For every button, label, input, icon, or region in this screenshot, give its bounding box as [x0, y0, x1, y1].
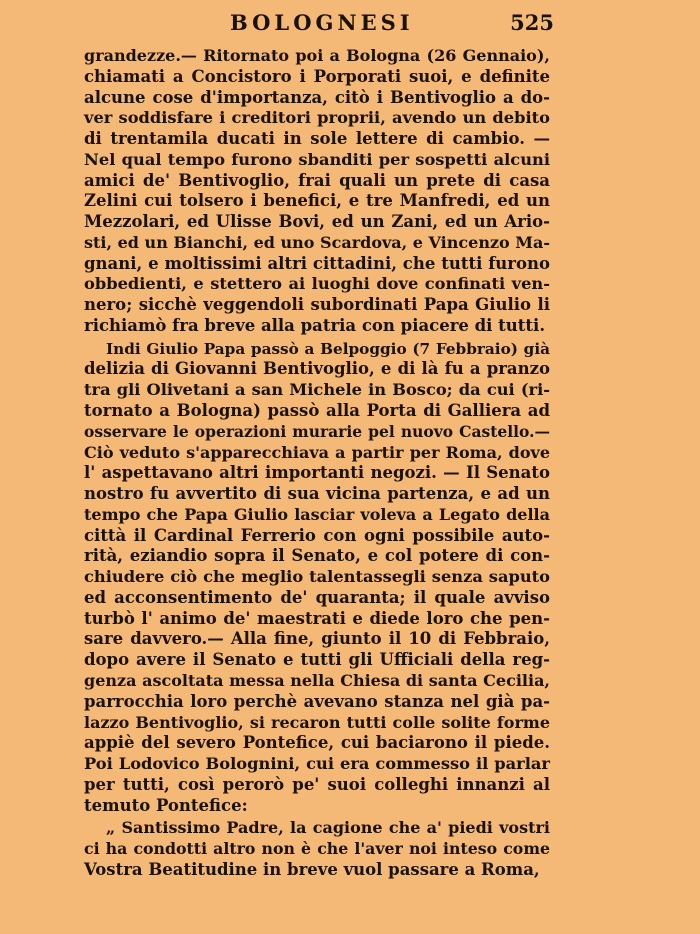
text-line: Poi Lodovico Bolognini, cui era commesso il parlar — [84, 754, 550, 774]
text-line: obbedienti, e stettero ai luoghi dove confinati ven- — [84, 274, 550, 294]
text-line: alcune cose d'importanza, citò i Bentivoglio a do- — [84, 87, 550, 107]
text-line: dopo avere il Senato e tutti gli Ufficiali della reg- — [84, 650, 550, 670]
text-line: di trentamila ducati in sole lettere di cambio. — — [84, 129, 550, 149]
text-line: Indi Giulio Papa passò a Belpoggio (7 Febbraio) già — [106, 339, 550, 358]
text-line: ci ha condotti altro non è che l'aver noi inteso come — [84, 839, 550, 859]
text-line: turbò l' animo de' maestrati e diede loro che pen- — [84, 608, 550, 628]
text-line: richiamò fra breve alla patria con piacere di tutti. — [84, 315, 546, 335]
text-line: Nel qual tempo furono sbanditi per sospetti alcuni — [84, 149, 550, 169]
text-line: tempo che Papa Giulio lasciar voleva a Legato della — [84, 504, 550, 524]
text-line: temuto Pontefice: — [84, 795, 248, 815]
text-line: „ Santissimo Padre, la cagione che a' piedi vostri — [106, 818, 550, 838]
text-line: sare davvero.— Alla fine, giunto il 10 di Febbraio, — [84, 629, 550, 649]
text-line: tra gli Olivetani a san Michele in Bosco; da cui (ri- — [84, 380, 550, 400]
text-line: Ciò veduto s'apparecchiava a partir per Roma, dove — [84, 442, 550, 462]
text-line: appiè del severo Pontefice, cui baciarono il piede. — [84, 733, 550, 753]
text-line: amici de' Bentivoglio, frai quali un prete di casa — [84, 170, 550, 190]
text-line: l' aspettavano altri importanti negozi. — Il Senato — [84, 463, 550, 483]
text-line: chiudere ciò che meglio talentassegli senza saputo — [84, 567, 550, 587]
text-line: parrocchia loro perchè avevano stanza nel già pa- — [84, 691, 550, 711]
text-line: città il Cardinal Ferrerio con ogni possibile auto- — [84, 525, 550, 545]
text-line: Mezzolari, ed Ulisse Bovi, ed un Zani, ed un Ario- — [84, 212, 550, 232]
paragraph — [84, 46, 550, 337]
body-text — [84, 46, 550, 881]
text-line: rità, eziandio sopra il Senato, e col potere di con- — [84, 546, 550, 566]
text-line: chiamati a Concistoro i Porporati suoi, e definite — [84, 66, 550, 86]
text-line: Vostra Beatitudine in breve vuol passare a Roma, — [84, 859, 540, 879]
text-line: osservare le operazioni murarie pel nuovo Castello.— — [84, 421, 550, 441]
page-number: 525 — [510, 10, 554, 35]
paragraph — [84, 818, 550, 880]
text-line: lazzo Bentivoglio, si recaron tutti colle solite forme — [84, 712, 550, 732]
text-line: Zelini cui tolsero i benefici, e tre Manfredi, ed un — [84, 191, 550, 211]
text-line: grandezze.— Ritornato poi a Bologna (26 Gennaio), — [84, 46, 550, 65]
text-line: tornato a Bologna) passò alla Porta di Galliera ad — [84, 401, 550, 421]
page-header — [84, 10, 554, 40]
text-line: nostro fu avvertito di sua vicina partenza, e ad un — [84, 484, 550, 504]
text-line: ver soddisfare i creditori proprii, avendo un debito — [84, 108, 550, 128]
text-line: per tutti, così perorò pe' suoi colleghi innanzi al — [84, 774, 550, 794]
text-line: genza ascoltata messa nella Chiesa di santa Cecilia, — [84, 670, 550, 690]
text-line: gnani, e moltissimi altri cittadini, che tutti furono — [84, 253, 550, 273]
paragraph — [84, 339, 550, 817]
text-line: ed acconsentimento de' quaranta; il quale avviso — [84, 587, 550, 607]
text-line: delizia di Giovanni Bentivoglio, e di là fu a pranzo — [84, 359, 550, 379]
running-head: BOLOGNESI — [230, 10, 414, 35]
text-line: sti, ed un Bianchi, ed uno Scardova, e Vincenzo Ma- — [84, 232, 550, 252]
text-line: nero; sicchè veggendoli subordinati Papa Giulio li — [84, 295, 550, 315]
